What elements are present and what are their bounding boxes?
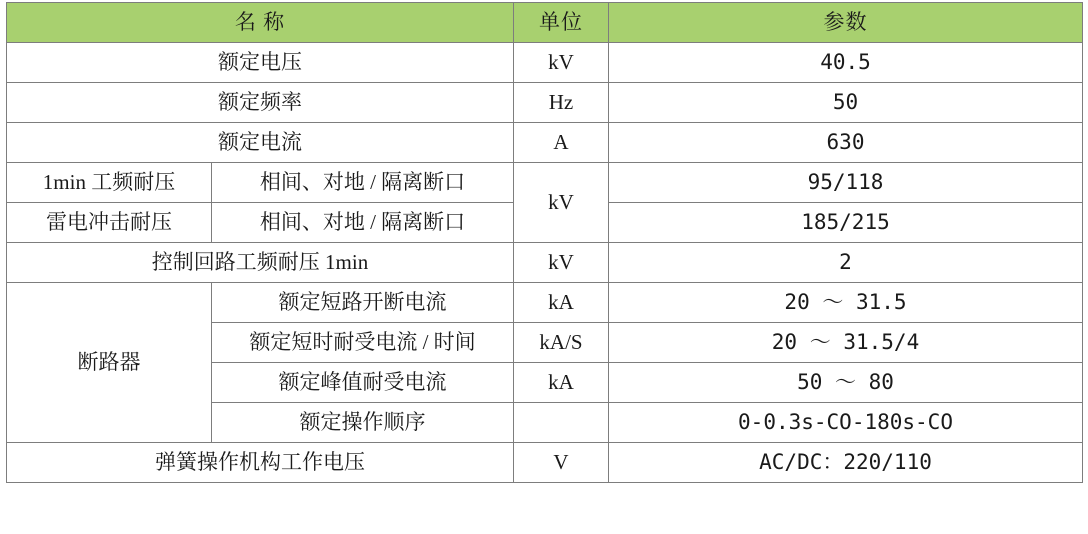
specification-table [6,2,1083,483]
table-row [7,243,1083,283]
table-row [7,83,1083,123]
row-unit: kV [514,243,609,283]
row-unit: V [514,443,609,483]
header-cell-unit: 单位 [514,3,609,43]
row-unit: kA/S [514,323,609,363]
row-name: 额定频率 [7,83,514,123]
row-subname: 相间、对地 / 隔离断口 [212,203,514,243]
row-value: 20 ～ 31.5/4 [609,323,1083,363]
row-name: 弹簧操作机构工作电压 [7,443,514,483]
row-subname: 相间、对地 / 隔离断口 [212,163,514,203]
row-subname: 额定短路开断电流 [212,283,514,323]
table-row [7,283,1083,323]
row-value: 20 ～ 31.5 [609,283,1083,323]
table-body [7,43,1083,483]
table-header [7,3,1083,43]
row-value: 50 [609,83,1083,123]
table-row [7,123,1083,163]
row-unit: kV [514,43,609,83]
header-cell-parameter: 参数 [609,3,1083,43]
table-row [7,43,1083,83]
row-unit: Hz [514,83,609,123]
row-unit: kV [514,163,609,243]
row-value: 50 ～ 80 [609,363,1083,403]
header-row [7,3,1083,43]
row-unit: kA [514,283,609,323]
row-subname: 额定短时耐受电流 / 时间 [212,323,514,363]
row-group-name: 断路器 [7,283,212,443]
row-name: 1min 工频耐压 [7,163,212,203]
header-cell-name: 名 称 [7,3,514,43]
row-value: 185/215 [609,203,1083,243]
row-subname: 额定峰值耐受电流 [212,363,514,403]
row-value: 2 [609,243,1083,283]
row-value: 0-0.3s-CO-180s-CO [609,403,1083,443]
row-name: 雷电冲击耐压 [7,203,212,243]
row-name: 控制回路工频耐压 1min [7,243,514,283]
row-unit [514,403,609,443]
row-value: AC/DC：220/110 [609,443,1083,483]
row-subname: 额定操作顺序 [212,403,514,443]
row-value: 40.5 [609,43,1083,83]
row-value: 95/118 [609,163,1083,203]
row-unit: kA [514,363,609,403]
row-name: 额定电压 [7,43,514,83]
row-unit: A [514,123,609,163]
table-row [7,443,1083,483]
row-value: 630 [609,123,1083,163]
row-name: 额定电流 [7,123,514,163]
table-row [7,163,1083,203]
